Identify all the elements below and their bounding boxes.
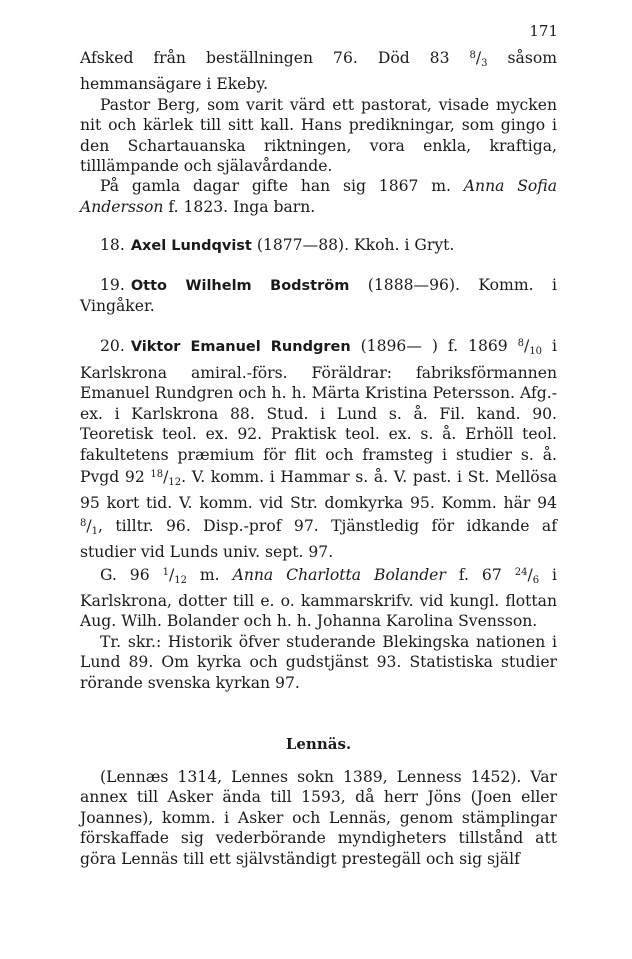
- paragraph-marriage-berg: [80, 176, 557, 217]
- entry-text: i Karlskrona amiral.-förs. Föräldrar: fabriksförmannen Emanuel Rundgren och h. h. Märta Kristina Petersson. Afg.-ex. i Karlskrona 88. Stud. i Lund s. å. Fil. kand. 90. Teoretisk teol. ex. 92. Praktisk teol. ex. s. å. Erhöll teol. fakultetens præmium för flit och framsteg i studier s. å. Pvgd 92: [80, 337, 557, 486]
- entry-text: , tilltr. 96. Disp.-prof 97. Tjänstledig för idkande af studier vid Lunds univ. sept. 97.: [80, 516, 557, 562]
- paragraph-marriage-rundgren: G. 96 $^1$/12 m. Anna Charlotta Bolander f. 67 $^{24}$/6 i Karlskrona, dotter till e. o. kammarskrifv. vid kungl. flottan Aug. Wilh. Bolander och h. h. Johanna Karolina Svensson.: [80, 565, 558, 631]
- fraction-denominator: 3: [481, 58, 488, 69]
- entry-20: 20. Viktor Emanuel Rundgren (1896— ) f. 1869 $^8$/10 i Karlskrona amiral.-förs. Föräldrar: fabriksförmannen Emanuel Rundgren och h. h. Märta Kristina Petersson. Afg.-ex. i Karlskrona 88. Stud. i Lund s. å. Fil. kand. 90. Teoretisk teol. ex. 92. Praktisk teol. ex. s. å. Erhöll teol. fakultetens præmium för flit och framsteg i studier s. å. Pvgd 92 $^{18}$/12. V. komm. i Hammar s. å. V. past. i St. Mellösa 95 kort tid. V. komm. vid Str. domkyrka 95. Komm. här 94 $^8$/1, tilltr. 96. Disp.-prof 97. Tjänstledig för idkande af studier vid Lunds univ. sept. 97.: [80, 337, 557, 562]
- entry-name: Viktor Emanuel Rundgren: [130, 339, 351, 356]
- page-body: [80, 22, 557, 869]
- wife-name: Anna Charlotta Bolander: [232, 565, 446, 584]
- fraction-denominator: 12: [168, 476, 182, 488]
- entry-18: [80, 235, 557, 256]
- entry-name: Axel Lundqvist: [130, 238, 252, 255]
- entry-name: Otto Wilhelm Bodström: [130, 277, 350, 294]
- fraction-numerator: 8: [80, 517, 87, 529]
- section-title: Lennäs.: [285, 734, 352, 753]
- entry-text: . V. komm. i Hammar s. å. V. past. i St. Mellösa 95 kort tid. V. komm. vid Str. domkyrka 95. Komm. här 94: [80, 467, 557, 513]
- fraction-numerator: 1: [162, 566, 169, 578]
- paragraph-retirement: Afsked från beställningen 76. Död 83 $^8$/3 såsom hemmansägare i Ekeby.: [80, 49, 557, 94]
- entry-19: [80, 275, 557, 317]
- entry-text: (1896— ) f. 1869: [350, 337, 518, 356]
- text-segment: På gamla dagar gifte han sig 1867 m.: [100, 177, 464, 196]
- fraction-denominator: 6: [532, 574, 540, 586]
- paragraph-lennas: (Lennæs 1314, Lennes sokn 1389, Lenness 1452). Var annex till Asker ända till 1593, då herr Jöns (Joen eller Joannes), komm. i Asker och Lennäs, genom stämplingar förskaffade sig vederbörande myndigheters tillstånd att göra Lennäs till ett självständigt prestegäll och sig själf: [80, 767, 557, 868]
- page-number: 171: [529, 22, 558, 40]
- fraction-denominator: 12: [174, 574, 187, 586]
- text-segment: m.: [186, 565, 233, 584]
- fraction-numerator: 18: [150, 468, 164, 480]
- entry-number: 19.: [100, 275, 125, 294]
- text-segment: Afsked från beställningen 76. Död 83: [80, 49, 470, 67]
- fraction-denominator: 1: [91, 525, 99, 537]
- entry-number: 20.: [100, 337, 125, 356]
- text-segment: såsom hemmansägare i Ekeby.: [80, 49, 557, 94]
- fraction-numerator: 8: [469, 50, 476, 61]
- text-segment: G. 96: [100, 565, 163, 584]
- fraction-denominator: 10: [529, 346, 543, 358]
- entry-text: (1877—88). Kkoh. i Gryt.: [251, 236, 455, 255]
- wife-name: Anna Sofia Andersson: [80, 177, 557, 216]
- fraction-numerator: 8: [517, 338, 525, 350]
- paragraph-pastor-berg: Pastor Berg, som varit värd ett pastorat, visade mycken nit och kärlek till sitt kall. Hans predikningar, som gingo i den Schartauanska riktningen, vora enkla, kraftiga, tilllämpande och själavårdande.: [80, 95, 557, 176]
- text-segment: i Karlskrona, dotter till e. o. kammarskrifv. vid kungl. flottan Aug. Wilh. Bolander och h. h. Johanna Karolina Svensson.: [80, 565, 558, 631]
- entry-number: 18.: [100, 236, 125, 255]
- entry-text: (1888—96). Komm. i Vingåker.: [80, 275, 557, 316]
- paragraph-writings: Tr. skr.: Historik öfver studerande Blekingska nationen i Lund 89. Om kyrka och gudstjänst 93. Statistiska studier rörande svenska kyrkan 97.: [80, 632, 557, 692]
- text-segment: f. 1823. Inga barn.: [163, 197, 316, 216]
- fraction-numerator: 24: [514, 566, 528, 578]
- text-segment: f. 67: [445, 565, 515, 584]
